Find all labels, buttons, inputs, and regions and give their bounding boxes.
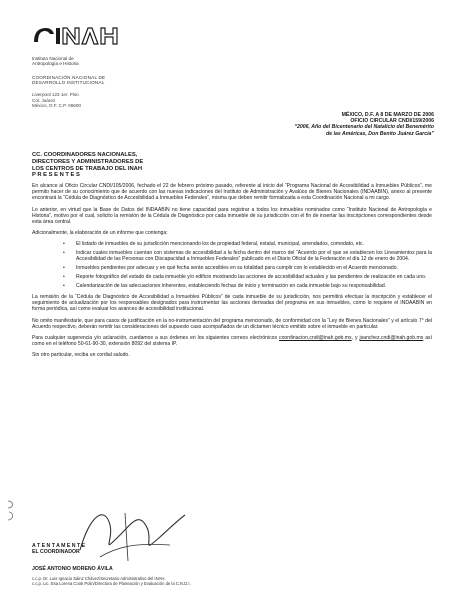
list-item: • Indicar cuales inmuebles cuentan con sistemas de accesibilidad a la fecha dentro del marco del “Acuerdo por el que se establecen los Lineamientos para la Accesibilidad de las Personas con Discapacidad a Inmuebles Federales” publicado en el Diario Oficial de la Federación el día 12 de enero de 2004. [72, 250, 432, 262]
paragraph-4: La remisión de la “Cédula de Diagnóstico de Accesibilidad a Inmuebles Públicos” de cada inmueble de su jurisdicción, nos permitirá efectuar la inscripción y establecer el seguimiento de actualización por los responsables designados para instrumentar las acciones derivadas del programa en sus inmuebles, como lo requiere el INDAABIN en forma periódica, así como evaluar los avances de accesibilidad institucional. [32, 294, 432, 313]
paragraph-2: Lo anterior, en virtud que la Base de Datos del INDAABIN no tiene capacidad para registrar a todos los inmuebles nominados como “Instituto Nacional de Antropología e Historia”, motivo por el cual, solicito la remisión de la Cédula de Diagnóstico por cada inmueble de su jurisdicción con el fin de insertar las inscripciones correspondientes desde esta área central. [32, 206, 432, 226]
ccp-block: c.c.p. Dr. Luis Ignacio Sáinz Chávez/Secretario Administrativo del INAH. c.c.p. Lic. Esa Lorena Cook Polin/Directora de Planeación y Evaluación de la C.N.D.I. [32, 576, 191, 587]
year-motto-2: de las Américas, Don Benito Juárez García” [326, 130, 434, 137]
list-item: • Reporte fotográfico del estado de cada inmueble y/o edificio mostrando las acciones de accesibilidad actuales y las pendientes de realización en cada uno. [72, 274, 432, 280]
signatory-name: JOSÉ ANTONIO MORENO ÁVILA [32, 566, 113, 572]
institute-name: Instituto Nacional de Antropología e Historia [32, 56, 79, 67]
requirements-list [32, 241, 432, 289]
recipients-block: CC. COORDINADORES NACIONALES, DIRECTORES Y ADMINISTRADORES DE LOS CENTROS DE TRABAJO DEL INAH P R E S E N T E S [32, 152, 144, 179]
list-item: • Inmuebles pendientes por adecuar y en qué fecha serán accesibles en su totalidad para cumplir con lo establecido en el Acuerdo mencionado. [72, 265, 432, 271]
inah-logo [32, 22, 128, 52]
paragraph-1: En alcance al Oficio Circular CNDI/105/2006, fechado el 22 de febrero próximo pasado, referente al inicio del “Programa Nacional de Accesibilidad a Inmuebles Públicos”, me permito hacer de su conocimiento que de acuerdo con las nuevas indicaciones del Instituto de Administración y Avalúos de Bienes Nacionales (INDAABIN), anexo al presente encontrará la “Cédula de Diagnóstico de Accesibilidad a Inmuebles Federales”, misma que deben remitir formalizada a esta Coordinación Nacional a mi cargo. [32, 183, 432, 202]
paragraph-7: Sin otro particular, reciba un cordial saludo. [32, 352, 130, 359]
reference-block [294, 112, 434, 137]
email-link-jsanchez[interactable]: jsanchez.cndi@inah.gob.mx [359, 335, 424, 342]
list-item: • Calendarización de las adecuaciones inherentes, estableciendo fechas de inicio y terminación en cada inmueble bajo su responsabilidad. [72, 283, 432, 289]
margin-handwriting-mark [4, 498, 18, 524]
email-link-coordinacion[interactable]: coordinacion.cndi@inah.gob.mx [279, 335, 352, 342]
list-item: • El listado de inmuebles de su jurisdicción mencionando los de propiedad federal, estatal, municipal, arrendados, comodato, etc. [72, 241, 432, 247]
paragraph-3: Adicionalmente, la elaboración de un informe que contenga: [32, 230, 168, 237]
paragraph-6: Para cualquier sugerencia y/o aclaración, cuedamos a sus órdenes en los siguientes correos electrónicos coordinacion.cndi@inah.gob.mx, y jsanchez.cndi@inah.gob.mx así como en el teléfono 50-61-90-30, extensión 8092 del sistema IP. [32, 335, 432, 348]
closing-block: A T E N T A M E N T E EL COORDINADOR [32, 543, 86, 556]
year-motto-1: “2006, Año del Bicentenario del Natalicio del Benemérito [294, 124, 434, 131]
letter-body [32, 183, 432, 364]
coordination-name: COORDINACIÓN NACIONAL DE DESARROLLO INSTITUCIONAL [32, 75, 106, 86]
paragraph-5: No omito manifestarle, que para casos de justificación en la no-instrumentación del programa mencionado, de conformidad con la “Ley de Bienes Nacionales” y el artículo 7° del Acuerdo respectivo, deberán remitir las consideraciones del supuesto caso acompañados de un dictamen técnico emitido sobre el inmueble en particular. [32, 317, 432, 330]
letter-date: MÉXICO, D.F. A 8 DE MARZO DE 2006 [341, 112, 434, 118]
circular-number: OFICIO CIRCULAR CNDI/159/2006 [350, 118, 434, 125]
handwritten-signature [70, 495, 190, 565]
address-block: Liverpool 123 1er. Piso Col. Juárez México, D.F. C.P. 06600 [32, 92, 81, 109]
